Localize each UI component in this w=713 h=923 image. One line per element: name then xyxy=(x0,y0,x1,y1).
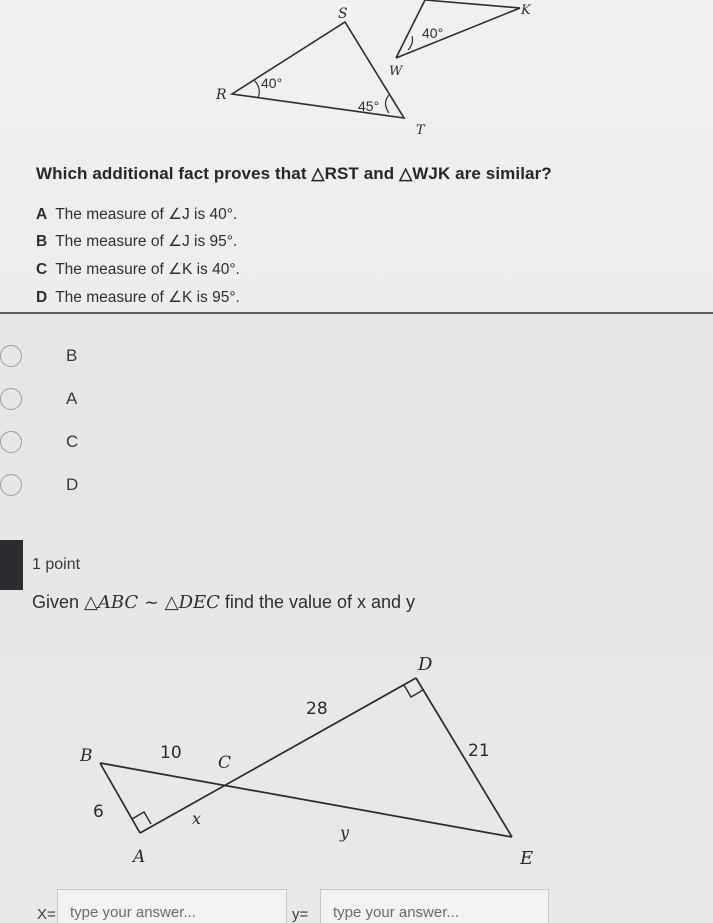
right-angle-d xyxy=(404,685,423,697)
triangle-wjk xyxy=(396,0,520,58)
choice-b xyxy=(36,232,237,251)
y-answer-placeholder: type your answer... xyxy=(333,904,459,921)
choice-a-letter: A xyxy=(36,206,48,223)
option-a-label: A xyxy=(66,389,78,408)
angle-mark-r xyxy=(254,80,259,98)
question-2-points: 1 point xyxy=(32,556,81,573)
label-s: S xyxy=(338,6,348,22)
label-r: R xyxy=(216,87,227,103)
length-bc: 10 xyxy=(160,743,182,763)
choice-b-letter: B xyxy=(36,233,48,250)
prompt-suffix: find the value of x and y xyxy=(219,592,416,612)
x-answer-placeholder: type your answer... xyxy=(70,904,196,921)
length-ab: 6 xyxy=(93,802,104,822)
label-a: A xyxy=(133,847,146,867)
question-1-prompt: Which additional fact proves that △RST and △WJK are similar? xyxy=(36,164,552,183)
choice-c-text: The measure of ∠K is 40°. xyxy=(55,261,240,278)
option-c-label: C xyxy=(66,432,79,451)
length-ce: y xyxy=(340,823,350,842)
angle-w-value: 40° xyxy=(422,25,444,41)
length-de: 21 xyxy=(468,741,490,761)
label-t: T xyxy=(416,123,425,138)
option-b-label: B xyxy=(66,346,78,365)
choice-c xyxy=(36,260,240,279)
choice-b-text: The measure of ∠J is 95°. xyxy=(55,233,238,250)
radio-option-c[interactable] xyxy=(0,431,22,453)
x-answer-label: X= xyxy=(37,906,56,923)
label-e: E xyxy=(520,848,534,869)
angle-mark-w xyxy=(408,36,413,50)
y-answer-label: y= xyxy=(292,906,309,923)
x-answer-input[interactable] xyxy=(57,889,287,923)
option-d-label: D xyxy=(66,475,79,494)
segment-be xyxy=(100,763,512,837)
choice-c-letter: C xyxy=(36,261,48,278)
question-2-marker xyxy=(0,540,23,590)
angle-t-value: 45° xyxy=(358,98,380,114)
question-card-1 xyxy=(0,0,713,314)
segment-ba xyxy=(100,763,140,833)
option-a[interactable] xyxy=(0,386,120,416)
triangles-figure-rst-wjk xyxy=(0,0,713,160)
segment-de xyxy=(416,678,512,837)
label-d: D xyxy=(418,654,433,675)
radio-option-a[interactable] xyxy=(0,388,22,410)
right-angle-a xyxy=(132,812,151,824)
choice-a-text: The measure of ∠J is 40°. xyxy=(55,206,238,223)
option-d[interactable] xyxy=(0,472,120,502)
label-w: W xyxy=(389,64,403,79)
prompt-prefix: Given xyxy=(32,592,85,612)
label-c: C xyxy=(218,753,232,773)
radio-option-d[interactable] xyxy=(0,474,22,496)
prompt-math: △ABC ~ △DEC xyxy=(84,592,220,613)
choice-d-text: The measure of ∠K is 95°. xyxy=(55,289,240,306)
length-dc: 28 xyxy=(306,699,328,719)
y-answer-input[interactable] xyxy=(320,889,549,923)
angle-mark-t xyxy=(386,95,390,113)
option-b[interactable] xyxy=(0,343,120,373)
choice-d xyxy=(36,288,240,307)
choice-d-letter: D xyxy=(36,289,48,306)
question-2-prompt xyxy=(32,592,415,613)
length-ac: x xyxy=(192,809,202,828)
choice-a xyxy=(36,205,237,224)
radio-option-b[interactable] xyxy=(0,345,22,367)
option-c[interactable] xyxy=(0,429,120,459)
angle-r-value: 40° xyxy=(261,75,283,91)
triangles-figure-abc-dec xyxy=(0,640,713,880)
label-k: K xyxy=(521,3,531,18)
label-b: B xyxy=(80,746,93,766)
